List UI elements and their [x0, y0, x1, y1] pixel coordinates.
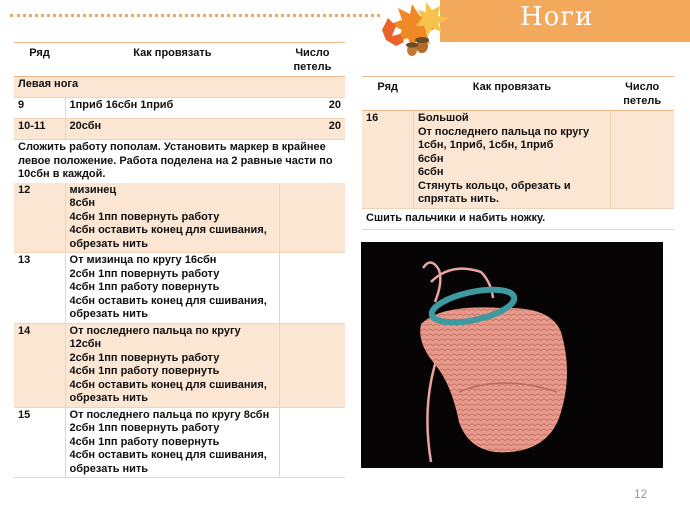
row-instructions: От последнего пальца по кругу 12сбн 2сбн 1пп повернуть работу 4сбн 1пп работу повернуть 4сбн оставить конец для сшивания, обрезать нить — [65, 323, 280, 407]
dotted-divider — [10, 14, 380, 21]
autumn-leaves-icon — [382, 0, 452, 70]
note-row — [14, 140, 345, 183]
table-row — [14, 323, 345, 407]
row-instructions: 20сбн — [65, 119, 280, 140]
page-number: 12 — [634, 487, 648, 501]
header-how: Как провязать — [413, 77, 610, 111]
table-row — [362, 111, 674, 209]
header-row: Ряд — [14, 43, 65, 77]
row-count-empty — [280, 407, 345, 478]
row-instructions: 1приб 16сбн 1приб — [65, 98, 280, 119]
table-row — [14, 407, 345, 478]
table-row — [14, 183, 345, 253]
note-text: Сложить работу пополам. Установить маркер в крайнее левое положение. Работа поделена на 2 равные части по 10сбн в каждой. — [14, 140, 345, 183]
row-number: 13 — [14, 253, 65, 324]
row-count-empty — [280, 183, 345, 253]
table-row — [14, 98, 345, 119]
row-instructions: мизинец 8сбн 4сбн 1пп повернуть работу 4сбн оставить конец для сшивания, обрезать нить — [65, 183, 280, 253]
row-count: 20 — [280, 119, 345, 140]
row-number: 12 — [14, 183, 65, 253]
crochet-foot-illustration — [361, 242, 663, 468]
header-row: Ряд — [362, 77, 413, 111]
row-instructions: От последнего пальца по кругу 8сбн 2сбн 1пп повернуть работу 4сбн 1пп работу повернуть 4сбн оставить конец для сшивания, обрезать нить — [65, 407, 280, 478]
row-instructions: От мизинца по кругу 16сбн 2сбн 1пп повернуть работу 4сбн 1пп работу повернуть 4сбн оставить конец для сшивания, обрезать нить — [65, 253, 280, 324]
table-row — [14, 119, 345, 140]
right-pattern-table — [362, 76, 674, 230]
header-count: Число петель — [610, 77, 674, 111]
row-number: 15 — [14, 407, 65, 478]
header-how: Как провязать — [65, 43, 280, 77]
note-row — [362, 208, 674, 229]
left-pattern-table — [14, 42, 345, 478]
row-count: 20 — [280, 98, 345, 119]
row-instructions: Большой От последнего пальца по кругу 1сбн, 1приб, 1сбн, 1приб 6сбн 6сбн Стянуть кольцо, обрезать и спрятать нить. — [413, 111, 610, 209]
row-count-empty — [280, 323, 345, 407]
row-count-empty — [280, 253, 345, 324]
table-row — [14, 253, 345, 324]
row-number: 9 — [14, 98, 65, 119]
section-label: Левая нога — [14, 77, 345, 98]
page-title: Ноги — [520, 2, 594, 32]
note-text: Сшить пальчики и набить ножку. — [362, 208, 674, 229]
row-number: 14 — [14, 323, 65, 407]
crochet-foot-photo — [361, 242, 663, 468]
row-number: 16 — [362, 111, 413, 209]
row-count-empty — [610, 111, 674, 209]
row-number: 10-11 — [14, 119, 65, 140]
section-row — [14, 77, 345, 98]
header-count: Число петель — [280, 43, 345, 77]
